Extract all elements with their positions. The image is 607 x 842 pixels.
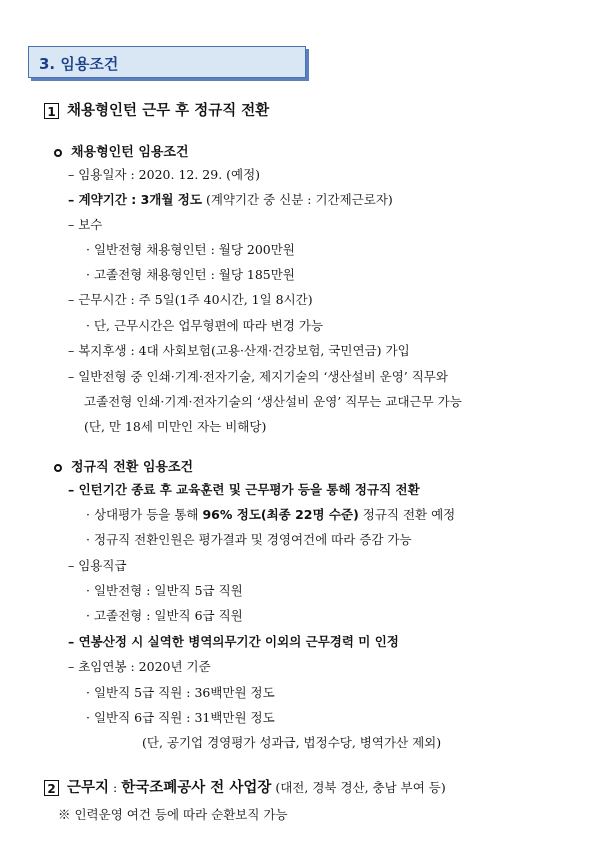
work-location-value: 한국조폐공사 전 사업장 — [121, 780, 272, 796]
sub2-line-5: · 일반전형 : 일반직 5급 직원 — [86, 583, 243, 598]
sub2-line-1: – 인턴기간 종료 후 교육훈련 및 근무평가 등을 통해 정규직 전환 — [68, 482, 420, 497]
section-title — [39, 53, 118, 74]
sub1-line-9: – 일반전형 중 인쇄·기계·전자기술, 제지기술의 ‘생산설비 운영’ 직무와 — [68, 369, 448, 384]
sub2-line-2 — [86, 505, 455, 523]
section-title-text: 임용조건 — [60, 55, 119, 73]
eval-text: · 상대평가 등을 통해 — [86, 507, 203, 522]
sub2-line-4: – 임용직급 — [68, 558, 127, 573]
part1-heading — [44, 99, 269, 120]
sub1-line-8: – 복지후생 : 4대 사회보험(고용·산재·건강보험, 국민연금) 가입 — [68, 343, 410, 358]
circle-bullet-icon — [54, 464, 62, 472]
part2-heading — [44, 776, 446, 797]
eval-tail: 정규직 전환 예정 — [358, 507, 456, 522]
contract-note: (계약기간 중 신분 : 기간제근로자) — [201, 192, 393, 207]
sub2-title: 정규직 전환 임용조건 — [71, 460, 194, 475]
sub2-line-10: · 일반직 6급 직원 : 31백만원 정도 — [86, 710, 275, 725]
sub1-line-4: · 일반전형 채용형인턴 : 월당 200만원 — [86, 242, 295, 257]
sub2-line-6: · 고졸전형 : 일반직 6급 직원 — [86, 608, 243, 623]
section-header — [28, 46, 306, 78]
part2-number: 2 — [44, 780, 59, 796]
work-location-label: 근무지 — [67, 780, 110, 796]
sub1-line-1: – 임용일자 : 2020. 12. 29. (예정) — [68, 167, 261, 182]
sub2-line-8: – 초임연봉 : 2020년 기준 — [68, 659, 211, 674]
sub2-line-11: (단, 공기업 경영평가 성과급, 법정수당, 병역가산 제외) — [142, 735, 442, 750]
conversion-rate: 96% 정도(최종 22명 수준) — [202, 507, 359, 522]
sub2-line-3: · 정규직 전환인원은 평가결과 및 경영여건에 따라 증감 가능 — [86, 532, 412, 547]
rotation-note: ※ 인력운영 여건 등에 따라 순환보직 가능 — [58, 807, 288, 822]
sub1-line-3: – 보수 — [68, 217, 103, 232]
sub1-line-6: – 근무시간 : 주 5일(1주 40시간, 1일 8시간) — [68, 292, 313, 307]
sub2-heading — [54, 456, 193, 475]
sub1-line-10: 고졸전형 인쇄·기계·전자기술의 ‘생산설비 운영’ 직무는 교대근무 가능 — [84, 394, 462, 409]
section-number: 3. — [39, 55, 56, 73]
sub1-line-2 — [68, 190, 393, 208]
work-location-detail: (대전, 경북 경산, 충남 부여 등) — [271, 780, 446, 795]
sub1-line-7: · 단, 근무시간은 업무형편에 따라 변경 가능 — [86, 318, 324, 333]
sub1-line-5: · 고졸전형 채용형인턴 : 월당 185만원 — [86, 267, 295, 282]
sub2-line-7: – 연봉산정 시 실역한 병역의무기간 이외의 근무경력 미 인정 — [68, 634, 399, 649]
part1-title: 채용형인턴 근무 후 정규직 전환 — [67, 103, 270, 119]
sub2-line-9: · 일반직 5급 직원 : 36백만원 정도 — [86, 685, 275, 700]
work-location-sep: : — [109, 780, 122, 795]
part1-number: 1 — [44, 103, 59, 119]
sub1-line-11: (단, 만 18세 미만인 자는 비해당) — [84, 419, 267, 434]
contract-period: – 계약기간 : 3개월 정도 — [68, 192, 202, 207]
sub1-title: 채용형인턴 임용조건 — [71, 145, 189, 160]
sub1-heading — [54, 141, 189, 160]
circle-bullet-icon — [54, 149, 62, 157]
